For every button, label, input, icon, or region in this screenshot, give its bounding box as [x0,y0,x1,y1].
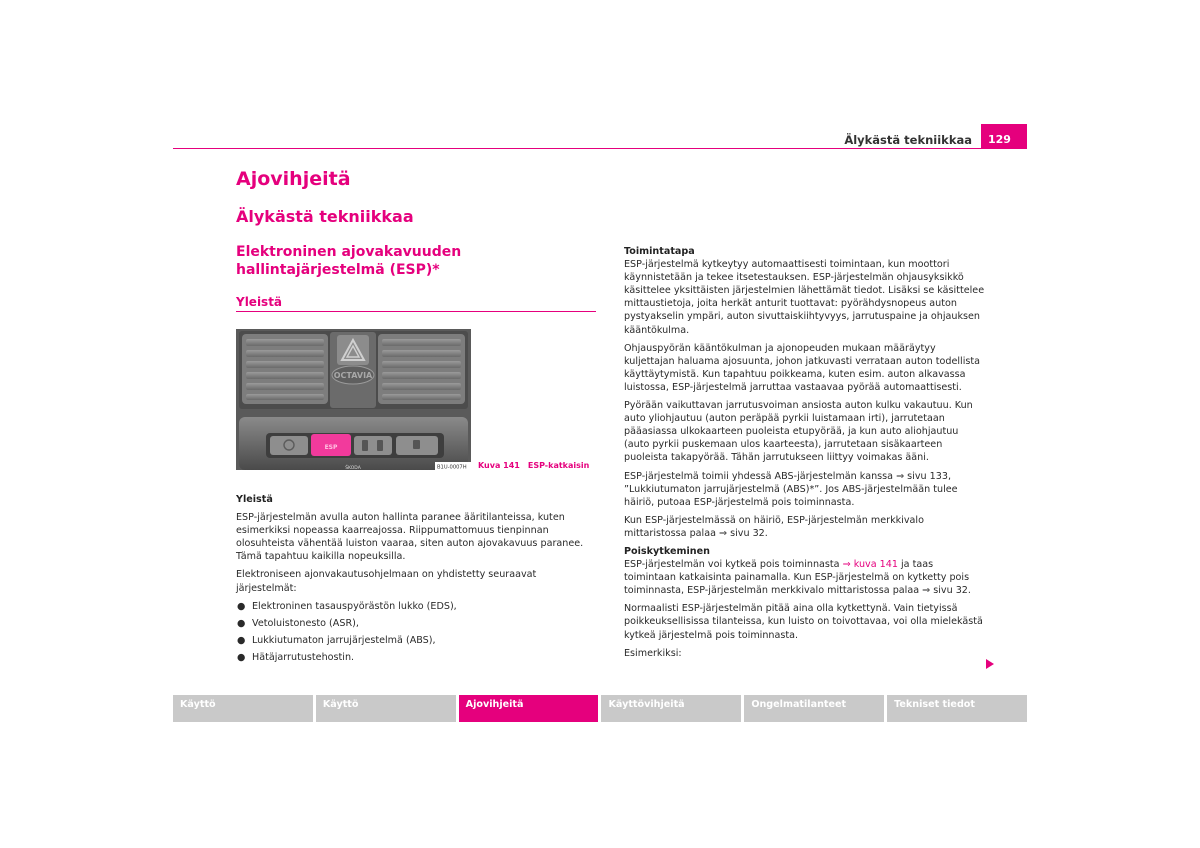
right-paragraph-1: ESP-järjestelmä kytkeytyy automaattisesti toimintaan, kun moottori käynnistetään ja tekee itsetestauksen. ESP-järjestelmän ohjausyksikkö käsittelee yksittäisten järjestelmien lähettämät tiedot. Lisäksi se käsittelee mittaustietoja, joita herkät anturit tuottavat: pyörähdysnopeus auton pystyakselin ympäri, auton sivuttaiskiihtyvyys, jarrutuspaine ja ohjauksen kääntökulma. [624,259,985,336]
chapter-nav [173,695,1027,722]
dashboard-illustration [236,329,471,470]
right-paragraph-3: Pyörään vaikuttavan jarrutusvoiman ansiosta auton kulku vakautuu. Kun auto yliohjautuu (auton peräpää pyrkii luistamaan irti), jarrutetaan pääasiassa ulkokaarteen puoleista etupyörää, ja kun auto aliohjautuu (auto pyrkii puskemaan ulos kaarteesta), jarrutetaan sisäkaarteen puoleista takapyörää. Tähän jarrutukseen liittyy voimakas ääni. [624,400,973,464]
svg-text:OCTAVIA: OCTAVIA [333,371,373,380]
right-paragraph-7: Normaalisti ESP-järjestelmän pitää aina olla kytkettynä. Vain tietyissä poikkeuksellisissa tilanteissa, kun luisto on toivottavaa, voi olla mielekästä kytkeä järjestelmä pois toiminnasta. [624,603,983,641]
right-column [624,245,986,665]
list-item-text: Elektroninen tasauspyörästön lukko (EDS), [252,600,457,612]
topic-rule [236,311,596,312]
left-air-vent [242,334,328,404]
nav-tab-tekniset-tiedot[interactable]: Tekniset tiedot [887,695,1027,722]
left-paragraph-1: ESP-järjestelmän avulla auton hallinta paranee ääritilanteissa, kuten esimerkiksi nopeassa kaarreajossa. Riippumattomuus tienpinnan olosuhteista vähentää luiston vaaraa, siten auton ajovakavuus paranee. Tämä tapahtuu kaikilla nopeuksilla. [236,512,584,563]
seat-heater-button [354,436,392,455]
fuel-button [396,436,438,455]
nav-tab-ajovihjeita[interactable]: Ajovihjeitä [459,695,599,722]
page-number-badge [981,124,1027,149]
right-air-vent [378,334,465,404]
esp-button [311,434,351,456]
skoda-logo-text: ŠKODA [345,466,361,470]
figure-caption [478,461,589,470]
octavia-badge [332,366,374,384]
topic-title: Yleistä [236,295,283,309]
bullet-icon: ● [237,617,246,629]
list-item [236,617,596,630]
figure-code: B1U-0007H [437,464,467,470]
nav-tab-kaytto-1[interactable]: Käyttö [173,695,313,722]
figure-reference-link[interactable]: ⇒ kuva 141 [842,559,898,571]
bullet-icon: ● [237,651,246,663]
nav-tab-kayttovihjeita[interactable]: Käyttövihjeitä [601,695,741,722]
chapter-title: Ajovihjeitä [236,168,351,190]
right-subheading-deactivation: Poiskytkeminen [624,545,710,557]
paragraph-text: ESP-järjestelmän voi kytkeä pois toiminnasta [624,559,843,571]
left-paragraph-2: Elektroniseen ajonvakautusohjelmaan on yhdistetty seuraavat järjestelmät: [236,569,537,594]
hazard-warning-icon [337,335,369,365]
left-column [236,493,596,668]
left-subheading: Yleistä [236,494,273,505]
figure-caption-text: ESP-katkaisin [527,461,590,470]
right-paragraph-8: Esimerkiksi: [624,647,682,659]
paragraph-text: ja taas toimintaan katkaisinta painamalla. Kun ESP-järjestelmä on kytketty pois toiminnasta, ESP-järjestelmän merkkivalo mittaristossa palaa ⇒ sivu 32. [624,559,971,597]
esp-switch-figure [236,329,471,470]
right-paragraph-2: Ohjauspyörän kääntökulman ja ajonopeuden mukaan määräytyy kuljettajan haluama ajosuunta, johon jatkuvasti verrataan auton todellista käyttäytymistä. Kun tapahtuu poikkeama, kuten esim. auton alkavassa luistossa, ESP-järjestelmä jarruttaa vastaavaa pyörää automaattisesti. [624,342,981,393]
nav-tab-kaytto-2[interactable]: Käyttö [316,695,456,722]
bullet-icon: ● [237,600,246,612]
right-paragraph-4: ESP-järjestelmä toimii yhdessä ABS-järjestelmän kanssa ⇒ sivu 133, ”Lukkiutumaton jarrujärjestelmä (ABS)*”. Jos ABS-järjestelmään tulee häiriö, putoaa ESP-järjestelmä pois toiminnasta. [624,470,958,508]
right-paragraph-6 [624,558,986,597]
right-paragraph-5: Kun ESP-järjestelmässä on häiriö, ESP-järjestelmän merkkivalo mittaristossa palaa ⇒ sivu 32. [624,514,924,539]
running-header-title: Älykästä tekniikkaa [844,133,972,147]
right-subheading-operation: Toimintatapa [624,246,695,257]
list-item-text: Lukkiutumaton jarrujärjestelmä (ABS), [252,634,436,646]
page-number: 129 [988,133,1011,146]
nav-tab-ongelmatilanteet[interactable]: Ongelmatilanteet [744,695,884,722]
list-item [236,600,596,613]
header-rule [173,148,1027,149]
rear-defrost-button [270,436,308,455]
list-item-text: Vetoluistonesto (ASR), [252,617,359,629]
list-item-text: Hätäjarrutustehostin. [252,651,355,663]
bullet-icon: ● [237,634,246,646]
section-title: Älykästä tekniikkaa [236,207,414,226]
figure-caption-label: Kuva 141 [478,461,520,470]
continue-arrow-icon [986,659,994,669]
svg-text:ESP: ESP [324,444,338,451]
subsection-title: Elektroninen ajovakavuuden hallintajärjestelmä (ESP)* [236,244,462,278]
list-item [236,634,596,647]
list-item [236,651,596,664]
